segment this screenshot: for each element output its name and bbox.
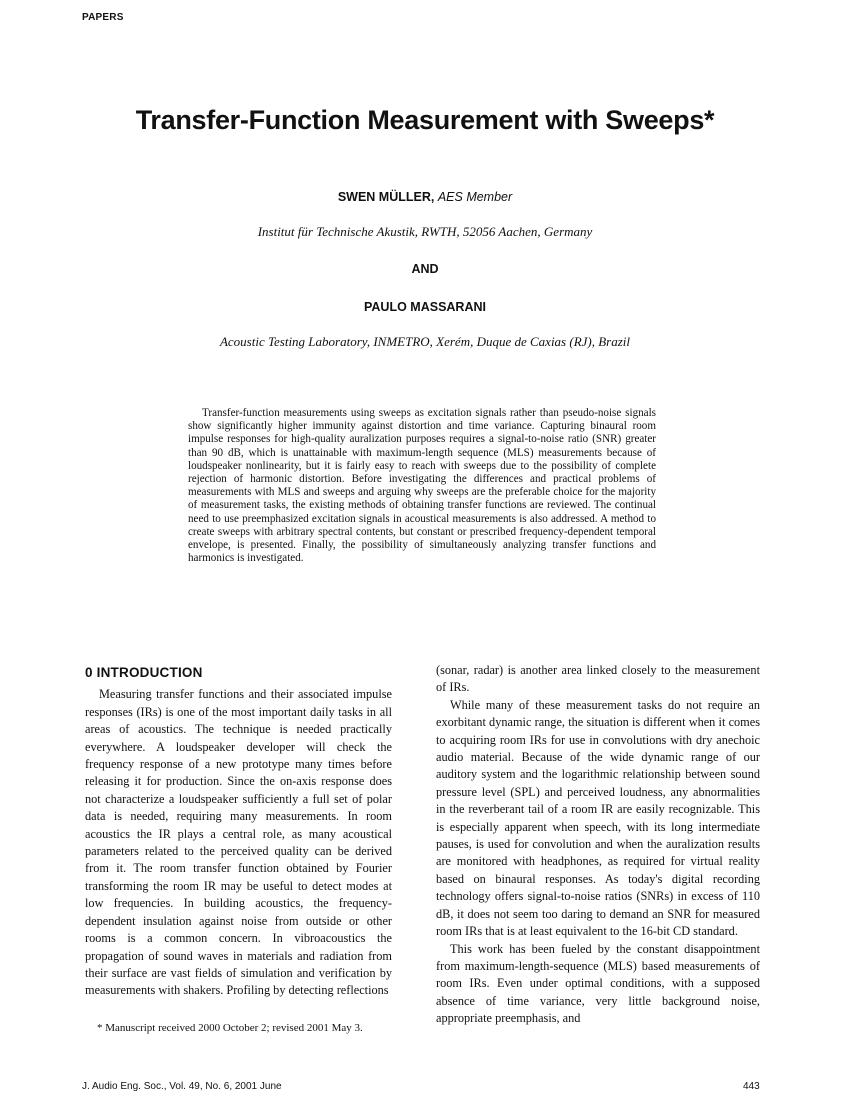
author-2-affiliation: Acoustic Testing Laboratory, INMETRO, Xerém, Duque de Caxias (RJ), Brazil bbox=[219, 334, 631, 349]
body-paragraph: This work has been fueled by the constant disappointment from maximum-length-sequence (MLS) based measurements of room IRs. Even under optimal conditions, with a supposed absence of time variance, very little background noise, appropriate preemphasis, and bbox=[436, 941, 760, 1026]
section-heading: 0 INTRODUCTION bbox=[85, 665, 203, 680]
abstract: Transfer-function measurements using sweeps as excitation signals rather than pseudo-noise signals show significantly higher immunity against distortion and time variance. Capturing binaural room impulse responses for high-quality auralization purposes requires a signal-to-noise ratio (SNR) greater than 90 dB, which is unattainable with maximum-length sequence (MLS) measurements because of loudspeaker nonlinearity, but it is fairly easy to reach with sweeps due to the possibility of complete rejection of harmonic distortion. Before investigating the differences and practical problems of measurements with MLS and sweeps and arguing why sweeps are the preferable choice for the majority of measurement tasks, the existing methods of obtaining transfer functions are reviewed. The continual need to use preemphasized excitation signals in acoustical measurements is also addressed. A method to create sweeps with arbitrary spectral contents, but constant or prescribed frequency-dependent temporal envelope, is presented. Finally, the possibility of simultaneously analyzing transfer functions and harmonics is investigated. bbox=[188, 407, 656, 565]
paper-title: Transfer-Function Measurement with Sweeps* bbox=[135, 105, 715, 135]
body-paragraph: While many of these measurement tasks do not require an exorbitant dynamic range, the situation is different when it comes to acquiring room IRs for use in convolutions with dry anechoic audio material. Because of the wide dynamic range of our auditory system and the logarithmic relationship between sound pressure level (SPL) and perceived loudness, any abnormalities in the reverberant tail of a room IR are easily recognizable. This is especially apparent when speech, with its long intermediate pauses, is used for convolution and when the auralization results are monitored with headphones, as required for virtual reality based on binaural responses. As today's digital recording technology offers signal-to-noise ratios (SNRs) in excess of 110 dB, it does not seem too daring to demand an SNR for measured room IRs that is at least equivalent to the 16-bit CD standard. bbox=[436, 697, 760, 939]
body-paragraph: Measuring transfer functions and their associated impulse responses (IRs) is one of the most important daily tasks in all areas of acoustics. The technique is needed practically everywhere. A loudspeaker developer will check the frequency response of a new prototype many times before releasing it for production. Since the on-axis response does not characterize a loudspeaker sufficiently a full set of polar data is needed, requiring many measurements. In room acoustics the IR plays a central role, as many acoustical parameters related to the perceived quality can be derived from it. The room transfer function obtained by Fourier transforming the room IR may be useful to detect modes at low frequencies. In building acoustics, the frequency-dependent insulation against noise from outside or other rooms is a common concern. In vibroacoustics the propagation of sound waves in materials and radiation from their surface are vast fields of simulation and verification by measurements with shakers. Profiling by detecting reflections bbox=[85, 687, 392, 998]
author-separator: AND bbox=[411, 262, 439, 276]
author-1 bbox=[0, 190, 850, 204]
page-number: 443 bbox=[743, 1081, 760, 1092]
footer-citation: J. Audio Eng. Soc., Vol. 49, No. 6, 2001 June bbox=[82, 1081, 282, 1092]
right-column bbox=[436, 662, 760, 1028]
section-label: PAPERS bbox=[82, 12, 124, 23]
author-1-role: AES Member bbox=[437, 190, 513, 204]
author-2-name: PAULO MASSARANI bbox=[364, 300, 486, 314]
body-paragraph: (sonar, radar) is another area linked closely to the measurement of IRs. bbox=[436, 663, 760, 695]
left-column bbox=[85, 662, 392, 1000]
author-1-name: SWEN MÜLLER, bbox=[337, 190, 435, 204]
author-1-affiliation: Institut für Technische Akustik, RWTH, 52056 Aachen, Germany bbox=[257, 224, 593, 239]
footnote: * Manuscript received 2000 October 2; revised 2001 May 3. bbox=[97, 1022, 363, 1034]
